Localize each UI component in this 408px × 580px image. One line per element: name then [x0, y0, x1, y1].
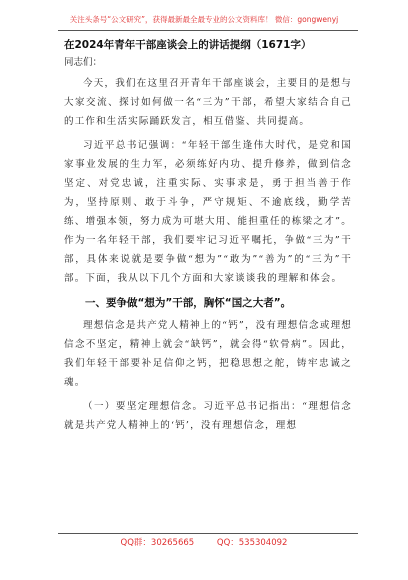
document-title: 在2024年青年干部座谈会上的讲话提纲（1671字） [64, 39, 312, 51]
paragraph-4: （一）要坚定理想信念。习近平总书记指出：“理想信念就是共产党人精神上的‘钙’，没有理想信念，理想 [64, 401, 352, 431]
paragraph-2: 习近平总书记强调：“年轻干部生逢伟大时代，是党和国家事业发展的生力军，必须练好内功、提升修养，做到信念坚定、对党忠诚，注重实际、实事求是，勇于担当善于作为，坚持原则、敢于斗争，严守规矩、不逾底线，勤学苦练、增强本领，努力成为可堪大用、能担重任的栋梁之才”。作为一名年轻干部，我们要牢记习近平嘱托，争做“三为”干部，具体来说就是要争做“想为”“敢为”“善为”的“三为”干部。下面，我从以下几个方面和大家谈谈我的理解和体会。 [64, 140, 352, 284]
section-heading-1: 一、要争做“想为”干部，胸怀“国之大者”。 [85, 297, 292, 309]
document-body [64, 36, 352, 440]
header-rule [58, 30, 358, 31]
greeting: 同志们： [64, 57, 103, 68]
paragraph-3: 理想信念是共产党人精神上的“钙”，没有理想信念或理想信念不坚定，精神上就会“缺钙”，就会得“软骨病”。因此，我们年轻干部要补足信仰之钙，把稳思想之舵，铸牢忠诚之魂。 [64, 320, 352, 388]
footer-rule [58, 533, 358, 534]
header-banner: 关注头条号“公文研究”，获得最新最全最专业的公文资料库！ 微信：gongwenyj [69, 15, 339, 24]
footer [0, 536, 408, 548]
footer-qq-group: QQ群：30265665 [120, 538, 195, 548]
footer-qq: QQ：535304092 [216, 538, 288, 548]
paragraph-1: 今天，我们在这里召开青年干部座谈会，主要目的是想与大家交流、探讨如何做一名“三为”干部，希望大家结合自己的工作和生活实际踊跃发言，相互借鉴、共同提高。 [64, 78, 352, 127]
